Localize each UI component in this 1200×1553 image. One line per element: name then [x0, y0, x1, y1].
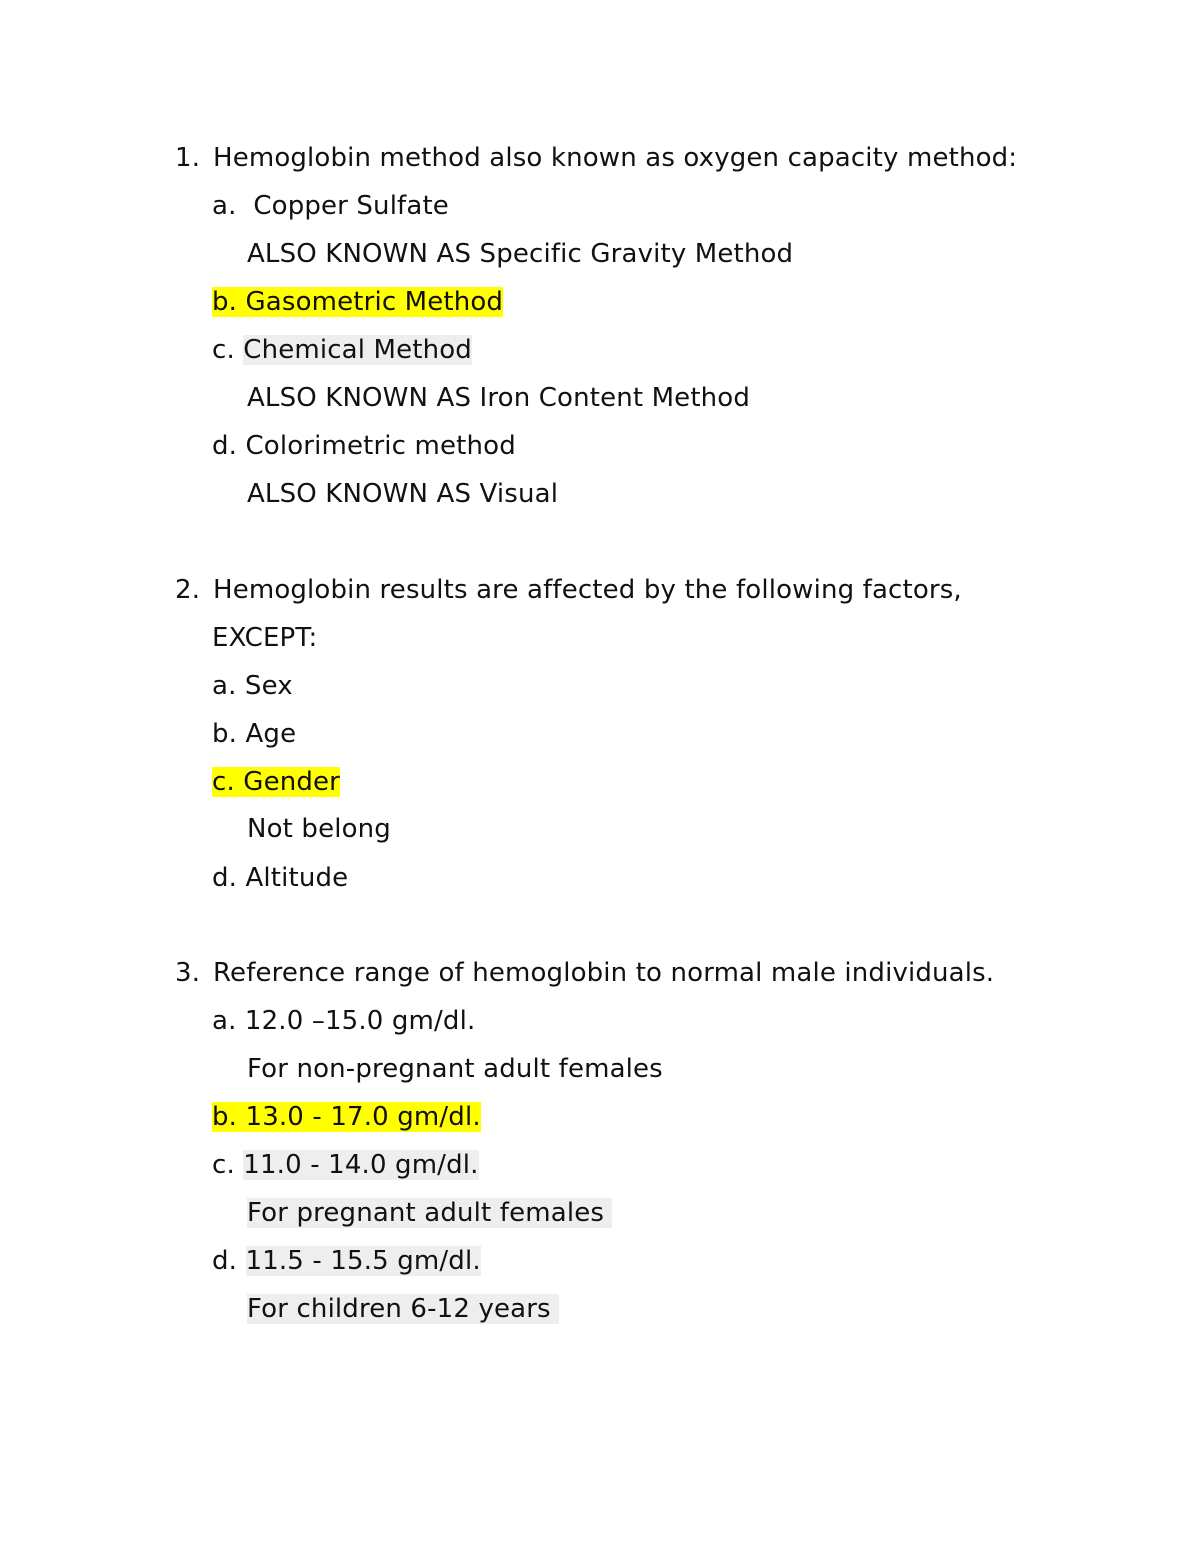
option-letter: a. [212, 671, 237, 701]
q1-option-b-highlighted [212, 285, 503, 319]
q3-option-b-highlighted [212, 1100, 481, 1134]
q1-option-d [212, 429, 516, 463]
q2-option-c-highlighted [212, 765, 340, 799]
question-number: 2. [175, 575, 201, 605]
option-text: Chemical Method [243, 335, 472, 365]
option-letter: d. [212, 863, 238, 893]
q1-option-d-note: ALSO KNOWN AS Visual [247, 479, 559, 509]
option-text: Colorimetric method [245, 431, 516, 461]
q1-option-a [212, 189, 449, 223]
option-letter: d. [212, 431, 238, 461]
q3-option-d [212, 1244, 481, 1278]
option-letter: c. [212, 335, 235, 365]
question-1-stem [175, 141, 1017, 175]
question-number: 3. [175, 958, 201, 988]
option-text: Altitude [245, 863, 349, 893]
note-text: For pregnant adult females [247, 1198, 613, 1228]
answer-highlight [212, 1102, 481, 1132]
option-text: Copper Sulfate [244, 191, 449, 221]
option-text: 13.0 - 17.0 gm/dl. [245, 1102, 481, 1132]
option-text: Gasometric Method [245, 287, 504, 317]
question-text: Reference range of hemoglobin to normal male individuals. [213, 958, 995, 988]
answer-highlight [212, 767, 340, 797]
answer-highlight [212, 287, 503, 317]
option-letter: c. [212, 1150, 235, 1180]
question-2-stem [175, 573, 962, 607]
option-text: 11.5 - 15.5 gm/dl. [245, 1246, 481, 1276]
q2-option-a [212, 669, 293, 703]
question-3-stem [175, 956, 994, 990]
q3-option-c [212, 1148, 479, 1182]
option-text: 11.0 - 14.0 gm/dl. [243, 1150, 479, 1180]
question-2-stem-continued: EXCEPT: [212, 623, 318, 653]
option-text: 12.0 –15.0 gm/dl. [244, 1006, 476, 1036]
option-text: Age [245, 719, 297, 749]
q2-option-d [212, 861, 348, 895]
option-letter: b. [212, 719, 238, 749]
q1-option-a-note: ALSO KNOWN AS Specific Gravity Method [247, 239, 794, 269]
option-letter: b. [212, 287, 238, 317]
q2-option-b [212, 717, 296, 751]
option-letter: b. [212, 1102, 238, 1132]
note-text: For children 6-12 years [247, 1294, 560, 1324]
question-text: Hemoglobin method also known as oxygen capacity method: [213, 143, 1018, 173]
question-text: Hemoglobin results are affected by the following factors, [213, 575, 962, 605]
question-number: 1. [175, 143, 201, 173]
option-letter: a. [212, 191, 237, 221]
q3-option-d-note [247, 1292, 559, 1326]
option-letter: d. [212, 1246, 238, 1276]
q3-option-c-note [247, 1196, 612, 1230]
option-letter: a. [212, 1006, 237, 1036]
q2-option-c-note: Not belong [247, 814, 391, 844]
q3-option-a-note: For non-pregnant adult females [247, 1054, 663, 1084]
q1-option-c [212, 333, 472, 367]
option-letter: c. [212, 767, 235, 797]
option-text: Gender [243, 767, 341, 797]
option-text: Sex [244, 671, 293, 701]
q1-option-c-note: ALSO KNOWN AS Iron Content Method [247, 383, 751, 413]
q3-option-a [212, 1004, 475, 1038]
